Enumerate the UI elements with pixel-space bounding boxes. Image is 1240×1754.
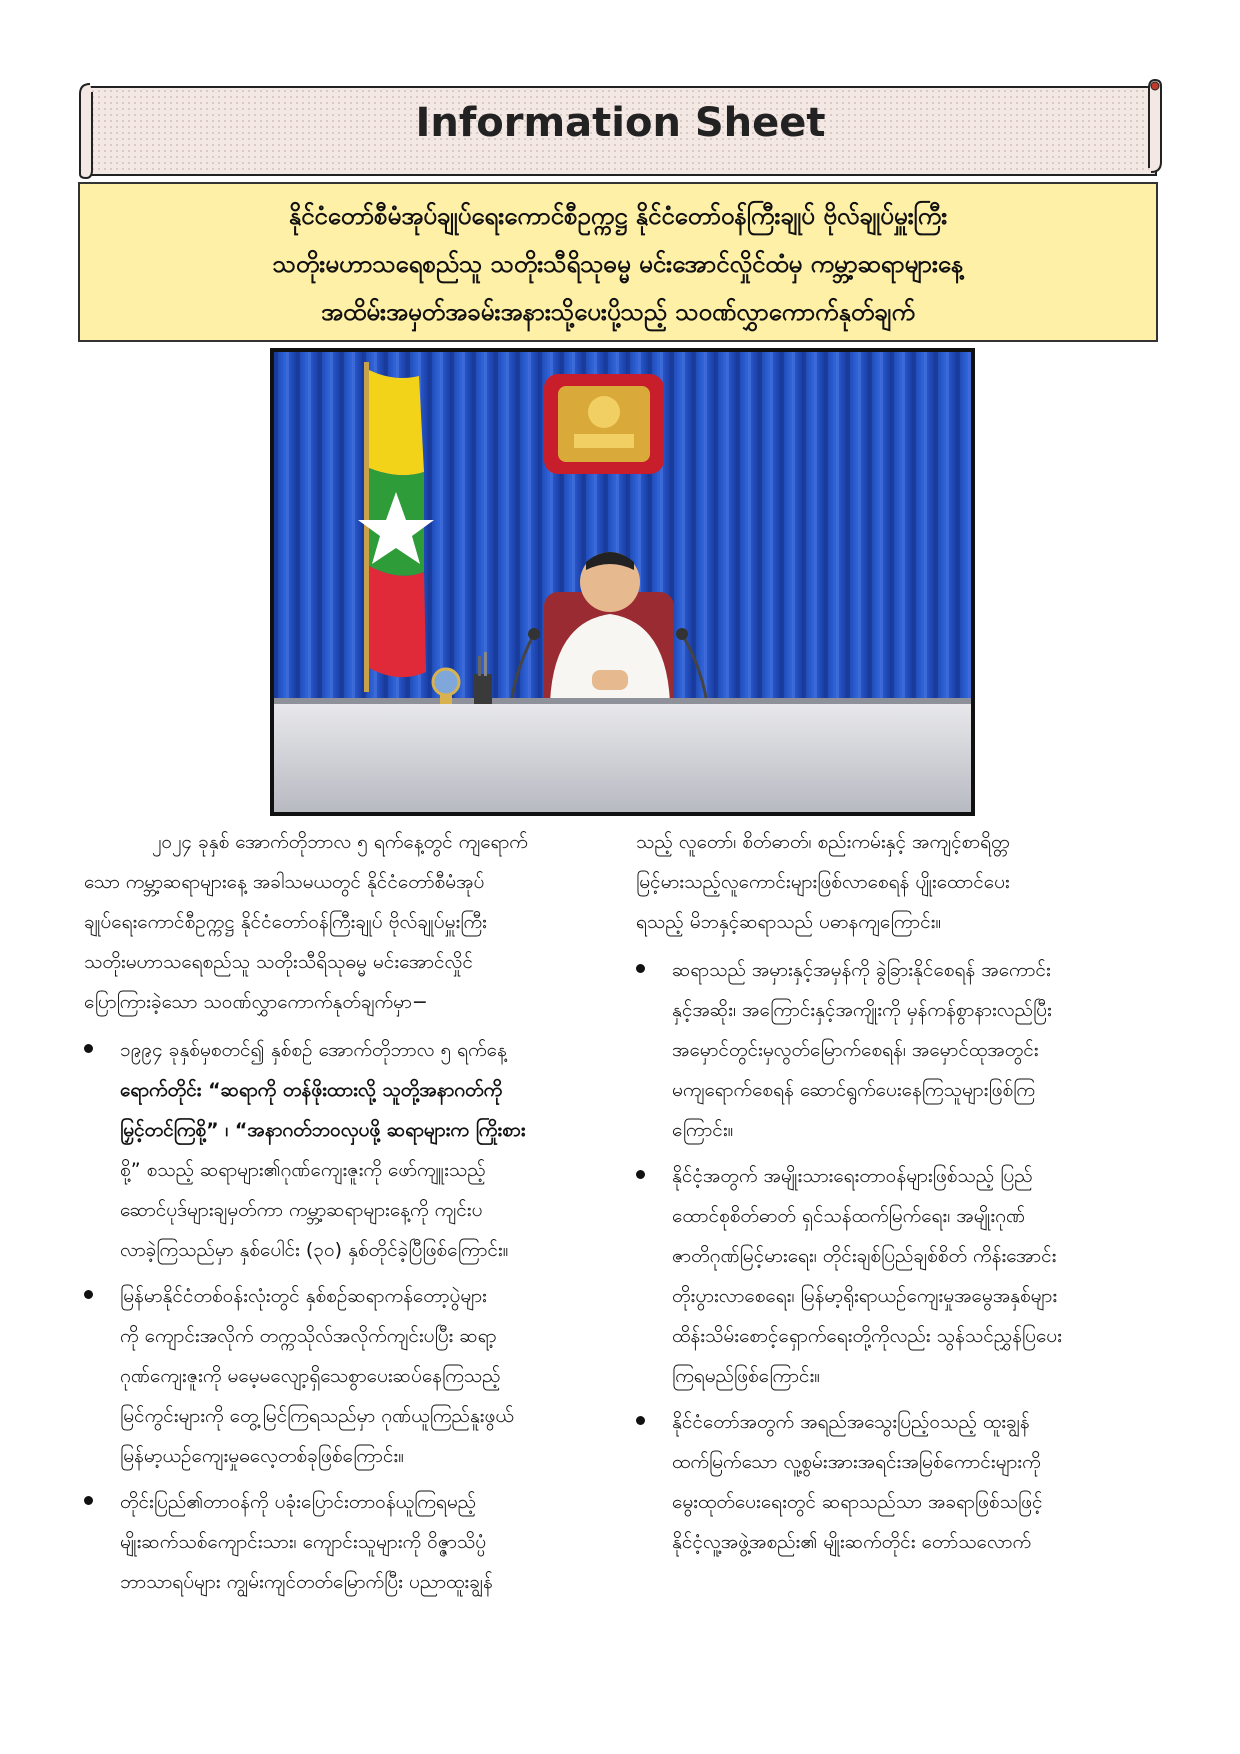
bullet-line: နှင့်အဆိုး၊ အကြောင်းနှင့်အကျိုးကို မှန်ကန်စွာနားလည်ပြီး <box>672 999 1052 1021</box>
title-banner <box>78 78 1163 181</box>
bullet-line: ကြောင်း။ <box>672 1119 734 1141</box>
list-item <box>636 1156 1156 1396</box>
list-item <box>636 950 1156 1150</box>
headline-box <box>78 182 1158 342</box>
bullet-line: မြန်မာနိုင်ငံတစ်ဝန်းလုံးတွင် နှစ်စဉ်ဆရာကန်တော့ပွဲများ <box>120 1285 487 1307</box>
bullet-line: ထောင်စုစိတ်ဓာတ် ရှင်သန်ထက်မြက်ရေး၊ အမျိုးဂုဏ် <box>672 1205 1026 1227</box>
continued-line: သည့် လူတော်၊ စိတ်ဓာတ်၊ စည်းကမ်းနှင့် အကျင့်စာရိတ္တ <box>636 831 1010 853</box>
bullet-line: ဆရာသည် အမှားနှင့်အမှန်ကို ခွဲခြားနိုင်စေရန် အကောင်း <box>672 959 1051 981</box>
bullet-line: နိုင်ငံ့လူ့အဖွဲ့အစည်း၏ မျိုးဆက်တိုင်း တော်သလောက် <box>672 1531 1032 1553</box>
bullet-line: နိုင်ငံ့အတွက် အမျိုးသားရေးတာဝန်များဖြစ်သည့် ပြည် <box>672 1165 1033 1187</box>
bullet-line: မကျရောက်စေရန် ဆောင်ရွက်ပေးနေကြသူများဖြစ်ကြ <box>672 1079 1035 1101</box>
bullet-line: တိုးပွားလာစေရေး၊ မြန်မာ့ရိုးရာယဉ်ကျေးမှုအမွေအနှစ်များ <box>672 1285 1058 1307</box>
page-title: Information Sheet <box>415 100 826 146</box>
leader-photo <box>270 348 975 816</box>
intro-line: ၂၀၂၄ ခုနှစ် အောက်တိုဘာလ ၅ ရက်နေ့တွင် ကျရောက် <box>152 831 528 853</box>
bullet-line: အမှောင်တွင်းမှလွတ်မြောက်စေရန်၊ အမှောင်ထုအတွင်း <box>672 1039 1039 1061</box>
intro-line: ချုပ်ရေးကောင်စီဥက္ကဋ္ဌ နိုင်ငံတော်ဝန်ကြီးချုပ် ဗိုလ်ချုပ်မှူးကြီး <box>84 911 487 933</box>
bullet-icon <box>84 1496 93 1505</box>
bullet-line: ထိန်းသိမ်းစောင့်ရှောက်ရေးတို့ကိုလည်း သွန်သင်ညွှန်ပြပေး <box>672 1325 1062 1347</box>
bullet-line: မြှင့်တင်ကြစို့” ၊ “အနာဂတ်ဘဝလှပဖို့ ဆရာများက ကြိုးစား <box>120 1119 526 1141</box>
headline-line: အထိမ်းအမှတ်အခမ်းအနားသို့ပေးပို့သည့် သဝဏ်လွှာကောက်နုတ်ချက် <box>320 298 915 326</box>
bullet-line: ဂုဏ်ကျေးဇူးကို မမေ့မလျော့ရှိသေစွာပေးဆပ်နေကြသည့် <box>120 1365 501 1387</box>
bullet-icon <box>636 1416 645 1425</box>
bullet-icon <box>84 1290 93 1299</box>
bullet-line: တိုင်းပြည်၏တာဝန်ကို ပခုံးပြောင်းတာဝန်ယူကြရမည့် <box>120 1491 477 1513</box>
bullet-line: ဆောင်ပုဒ်များချမှတ်ကာ ကမ္ဘာ့ဆရာများနေ့ကို ကျင်းပ <box>120 1199 483 1221</box>
headline-line: သတိုးမဟာသရေစည်သူ သတိုးသီရိသုဓမ္မ မင်းအောင်လှိုင်ထံမှ ကမ္ဘာ့ဆရာများနေ့ <box>272 250 964 278</box>
bullet-line: ရောက်တိုင်း “ဆရာကို တန်ဖိုးထားလို့ သူတို့အနာဂတ်ကို <box>120 1079 503 1101</box>
bullet-line: ကို ကျောင်းအလိုက် တက္ကသိုလ်အလိုက်ကျင်းပပြီး ဆရာ့ <box>120 1325 497 1347</box>
bullet-line: နိုင်ငံတော်အတွက် အရည်အသွေးပြည့်ဝသည့် ထူးချွန် <box>672 1411 1030 1433</box>
continued-line: မြင့်မားသည့်လူကောင်းများဖြစ်လာစေရန် ပျိုးထောင်ပေး <box>636 871 1010 893</box>
bullet-icon <box>84 1044 93 1053</box>
intro-line: ပြောကြားခဲ့သော သဝဏ်လွှာကောက်နုတ်ချက်မှာ− <box>84 991 428 1013</box>
bullet-line: ၁၉၉၄ ခုနှစ်မှစတင်၍ နှစ်စဉ် အောက်တိုဘာလ ၅ ရက်နေ့ <box>120 1039 507 1061</box>
bullet-line: မြန်မာ့ယဉ်ကျေးမှုဓလေ့တစ်ခုဖြစ်ကြောင်း။ <box>120 1445 404 1467</box>
bullet-line: ကြရမည်ဖြစ်ကြောင်း။ <box>672 1365 821 1387</box>
broadcast-portrait-photo-icon <box>274 352 971 812</box>
bullet-line: လာခဲ့ကြသည်မှာ နှစ်ပေါင်း (၃၀) နှစ်တိုင်ခဲ့ပြီဖြစ်ကြောင်း။ <box>120 1239 509 1261</box>
headline-line: နိုင်ငံတော်စီမံအုပ်ချုပ်ရေးကောင်စီဥက္ကဋ္ဌ နိုင်ငံတော်ဝန်ကြီးချုပ် ဗိုလ်ချုပ်မှူးကြီး <box>288 202 948 230</box>
bullet-line: မြင်ကွင်းများကို တွေ့မြင်ကြရသည်မှာ ဂုဏ်ယူကြည်နူးဖွယ် <box>120 1405 514 1427</box>
left-column <box>84 822 604 1608</box>
bullet-icon <box>636 964 645 973</box>
bullet-line: မျိုးဆက်သစ်ကျောင်းသား၊ ကျောင်းသူများကို ဝိဇ္ဇာသိပ္ပံ <box>120 1531 487 1553</box>
bullet-icon <box>636 1170 645 1179</box>
list-item <box>636 1402 1156 1562</box>
list-item <box>84 1482 604 1602</box>
continued-line: ရသည့် မိဘနှင့်ဆရာသည် ပဓာနကျကြောင်း။ <box>636 911 942 933</box>
bullet-line: ဘာသာရပ်များ ကျွမ်းကျင်တတ်မြောက်ပြီး ပညာထူးချွန် <box>120 1571 493 1593</box>
list-item <box>84 1276 604 1476</box>
bullet-line: စို့” စသည့် ဆရာများ၏ဂုဏ်ကျေးဇူးကို ဖော်ကျူးသည့် <box>120 1159 486 1181</box>
right-column <box>636 822 1156 1568</box>
bullet-line: မွေးထုတ်ပေးရေးတွင် ဆရာသည်သာ အခရာဖြစ်သဖြင့် <box>672 1491 1043 1513</box>
list-item <box>84 1030 604 1270</box>
bullet-line: ထက်မြက်သော လူ့စွမ်းအားအရင်းအမြစ်ကောင်းများကို <box>672 1451 1041 1473</box>
intro-line: သတိုးမဟာသရေစည်သူ သတိုးသီရိသုဓမ္မ မင်းအောင်လှိုင် <box>84 951 473 973</box>
intro-line: သော ကမ္ဘာ့ဆရာများနေ့ အခါသမယတွင် နိုင်ငံတော်စီမံအုပ် <box>84 871 485 893</box>
bullet-line: ဇာတိဂုဏ်မြင့်မားရေး၊ တိုင်းချစ်ပြည်ချစ်စိတ် ကိန်းအောင်း <box>672 1245 1057 1267</box>
